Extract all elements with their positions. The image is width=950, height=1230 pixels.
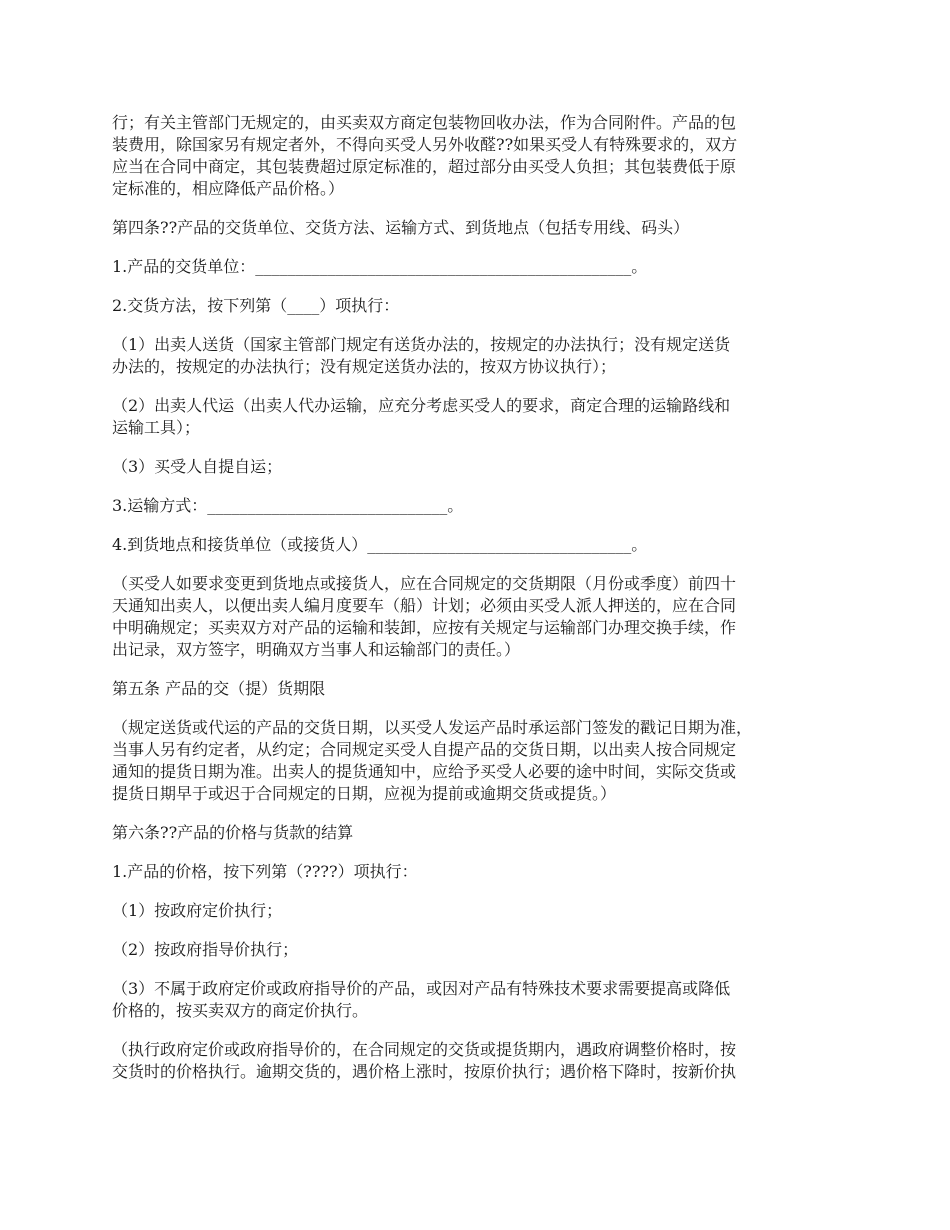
paragraph-line: 3.运输方式：______________________________。 bbox=[112, 496, 464, 515]
document-paragraph bbox=[112, 534, 838, 556]
paragraph-line: 第四条??产品的交货单位、交货方法、运输方式、到货地点（包括专用线、码头） bbox=[112, 218, 690, 237]
paragraph-line: 4.到货地点和接货单位（或接货人）_________________________________。 bbox=[112, 535, 648, 554]
document-paragraph bbox=[112, 822, 838, 844]
document-paragraph bbox=[112, 495, 838, 517]
paragraph-line: 装费用，除国家另有规定者外，不得向买受人另外收醛??如果买受人有特殊要求的，双方 bbox=[112, 135, 738, 154]
paragraph-line: 价格的，按买卖双方的商定价执行。 bbox=[112, 1001, 369, 1020]
paragraph-line: （2）出卖人代运（出卖人代办运输，应充分考虑买受人的要求，商定合理的运输路线和 bbox=[112, 396, 731, 415]
document-paragraph bbox=[112, 217, 838, 239]
paragraph-line: 中明确规定；买卖双方对产品的运输和装卸，应按有关规定与运输部门办理交换手续，作 bbox=[112, 618, 737, 637]
document-paragraph bbox=[112, 717, 838, 805]
paragraph-line: 运输工具）； bbox=[112, 418, 201, 437]
paragraph-line: 天通知出卖人，以便出卖人编月度要车（船）计划；必须由买受人派人押送的，应在合同 bbox=[112, 596, 737, 615]
paragraph-line: 2.交货方法，按下列第（____）项执行： bbox=[112, 296, 400, 315]
document-paragraph bbox=[112, 1039, 838, 1083]
document-paragraph bbox=[112, 900, 838, 922]
paragraph-line: 1.产品的价格，按下列第（????）项执行： bbox=[112, 862, 418, 881]
document-paragraph bbox=[112, 456, 838, 478]
paragraph-line: （1）出卖人送货（国家主管部门规定有送货办法的，按规定的办法执行；没有规定送货 bbox=[112, 335, 731, 354]
paragraph-line: （3）买受人自提自运； bbox=[112, 457, 283, 476]
paragraph-line: 当事人另有约定者，从约定；合同规定买受人自提产品的交货日期，以出卖人按合同规定 bbox=[112, 740, 737, 759]
document-paragraph bbox=[112, 334, 838, 378]
paragraph-line: 交货时的价格执行。逾期交货的，遇价格上涨时，按原价执行；遇价格下降时，按新价执 bbox=[112, 1062, 737, 1081]
paragraph-line: 应当在合同中商定，其包装费超过原定标准的，超过部分由买受人负担；其包装费低于原 bbox=[112, 157, 737, 176]
document-paragraph bbox=[112, 112, 838, 200]
document-paragraph bbox=[112, 939, 838, 961]
paragraph-line: 提货日期早于或迟于合同规定的日期，应视为提前或逾期交货或提货。） bbox=[112, 784, 617, 803]
paragraph-line: 通知的提货日期为准。出卖人的提货通知中，应给予买受人必要的途中时间，实际交货或 bbox=[112, 762, 737, 781]
document-paragraph bbox=[112, 861, 838, 883]
paragraph-line: （买受人如要求变更到货地点或接货人，应在合同规定的交货期限（月份或季度）前四十 bbox=[112, 574, 737, 593]
paragraph-line: （3）不属于政府定价或政府指导价的产品，或因对产品有特殊技术要求需要提高或降低 bbox=[112, 979, 731, 998]
paragraph-line: 第六条??产品的价格与货款的结算 bbox=[112, 823, 354, 842]
paragraph-line: （2）按政府指导价执行； bbox=[112, 940, 299, 959]
paragraph-line: 出记录，双方签字，明确双方当事人和运输部门的责任。） bbox=[112, 640, 521, 659]
document-paragraph bbox=[112, 256, 838, 278]
paragraph-line: 行；有关主管部门无规定的，由买卖双方商定包装物回收办法，作为合同附件。产品的包 bbox=[112, 113, 737, 132]
document-paragraph bbox=[112, 395, 838, 439]
document-paragraph bbox=[112, 678, 838, 700]
document-paragraph bbox=[112, 978, 838, 1022]
paragraph-line: （1）按政府定价执行； bbox=[112, 901, 283, 920]
paragraph-line: 第五条 产品的交（提）货期限 bbox=[112, 679, 326, 698]
paragraph-line: 定标准的，相应降低产品价格。） bbox=[112, 179, 345, 198]
document-paragraph bbox=[112, 295, 838, 317]
paragraph-line: 办法的，按规定的办法执行；没有规定送货办法的，按双方协议执行）； bbox=[112, 357, 617, 376]
document-body bbox=[112, 112, 838, 1083]
paragraph-line: （规定送货或代运的产品的交货日期，以买受人发运产品时承运部门签发的戳记日期为准， bbox=[112, 718, 753, 737]
paragraph-line: 1.产品的交货单位：_______________________________________________。 bbox=[112, 257, 648, 276]
paragraph-line: （执行政府定价或政府指导价的，在合同规定的交货或提货期内，遇政府调整价格时，按 bbox=[112, 1040, 737, 1059]
document-paragraph bbox=[112, 573, 838, 661]
